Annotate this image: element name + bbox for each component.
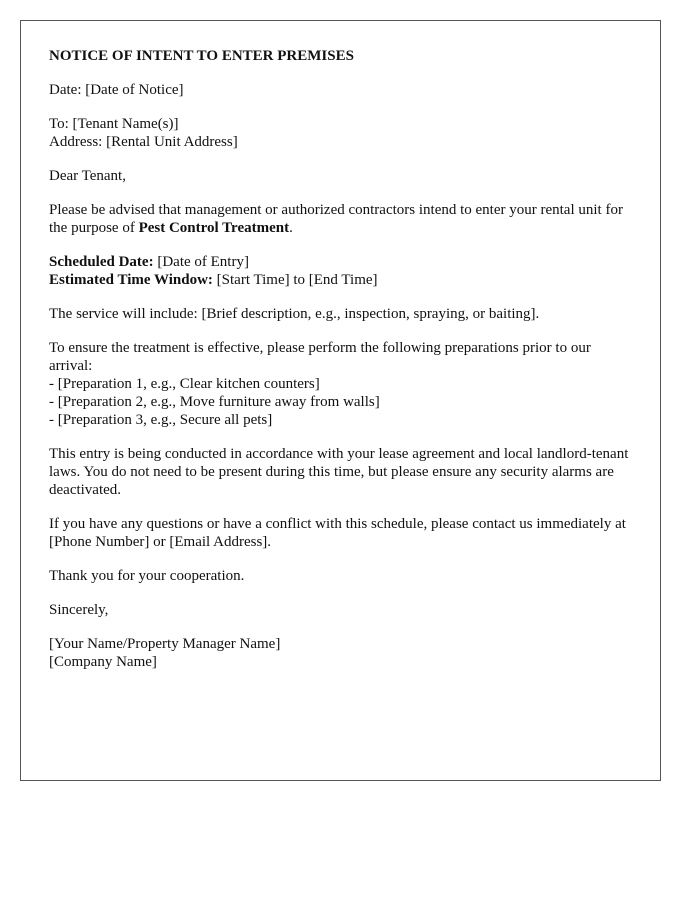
- scheduled-date-value: [Date of Entry]: [153, 254, 249, 270]
- intro-text: Please be advised that management or authorized contractors intend to enter your rental unit for the purpose of: [49, 202, 623, 236]
- time-window-line: [49, 271, 632, 289]
- preparation-item: - [Preparation 1, e.g., Clear kitchen counters]: [49, 376, 320, 392]
- preparation-item: - [Preparation 2, e.g., Move furniture away from walls]: [49, 394, 380, 410]
- time-window-label: Estimated Time Window:: [49, 272, 213, 288]
- intro-paragraph: [49, 201, 632, 237]
- schedule-block: [49, 253, 632, 289]
- address-line: Address: [Rental Unit Address]: [49, 134, 238, 150]
- thanks-line: Thank you for your cooperation.: [49, 568, 245, 584]
- preparations-block: [49, 339, 632, 429]
- service-line: The service will include: [Brief description, e.g., inspection, spraying, or baiting].: [49, 306, 540, 322]
- date-line: Date: [Date of Notice]: [49, 82, 184, 98]
- legal-paragraph: This entry is being conducted in accordance with your lease agreement and local landlord-tenant laws. You do not need to be present during this time, but please ensure any security alarms are deactivated.: [49, 446, 629, 498]
- contact-paragraph: If you have any questions or have a conflict with this schedule, please contact us immediately at [Phone Number] or [Email Address].: [49, 516, 626, 550]
- notice-letter: [20, 20, 661, 781]
- purpose-text: Pest Control Treatment: [138, 220, 290, 236]
- time-window-value: [Start Time] to [End Time]: [212, 272, 378, 288]
- preparation-item: - [Preparation 3, e.g., Secure all pets]: [49, 412, 273, 428]
- greeting: Dear Tenant,: [49, 168, 126, 184]
- closing-line: Sincerely,: [49, 602, 109, 618]
- recipient-block: [49, 115, 632, 151]
- signature-name: [Your Name/Property Manager Name]: [49, 636, 281, 652]
- intro-end: .: [289, 220, 293, 236]
- to-line: To: [Tenant Name(s)]: [49, 116, 179, 132]
- scheduled-date-line: [49, 253, 632, 271]
- signature-block: [49, 635, 632, 671]
- notice-title: NOTICE OF INTENT TO ENTER PREMISES: [49, 48, 354, 64]
- preparations-intro: To ensure the treatment is effective, please perform the following preparations prior to our arrival:: [49, 340, 591, 374]
- scheduled-date-label: Scheduled Date:: [49, 254, 154, 270]
- signature-company: [Company Name]: [49, 654, 157, 670]
